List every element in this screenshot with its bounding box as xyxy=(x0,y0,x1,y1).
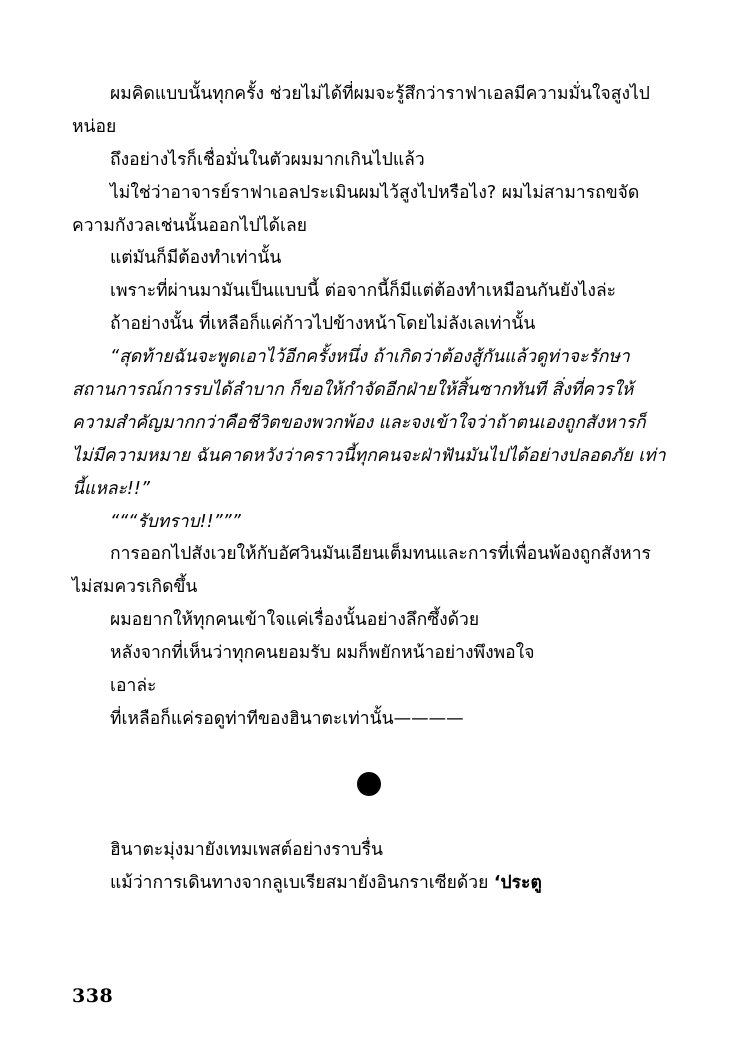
paragraph: ผมคิดแบบนั้นทุกครั้ง ช่วยไม่ได้ที่ผมจะรู้สึกว่าราฟาเอลมีความมั่นใจสูงไปหน่อย xyxy=(72,84,650,137)
paragraph-lead-text: แม้ว่าการเดินทางจากลูเบเรียสมายังอินกราเซียด้วย xyxy=(110,872,494,893)
paragraph: ผมอยากให้ทุกคนเข้าใจแค่เรื่องนั้นอย่างลึกซึ้งด้วย xyxy=(110,610,480,631)
paragraph: เอาล่ะ xyxy=(110,676,157,697)
after-break-block xyxy=(72,834,666,900)
paragraph: การออกไปสังเวยให้กับอัศวินมันเอียนเต็มทนและการที่เพื่อนพ้องถูกสังหารไม่สมควรเกิดขึ้น xyxy=(72,544,651,598)
filled-circle-divider-icon xyxy=(357,772,381,796)
paragraph-with-bold xyxy=(72,867,666,900)
body-text-block xyxy=(72,78,666,900)
page-number: 338 xyxy=(72,985,114,1007)
scene-break xyxy=(72,736,666,832)
paragraph: ถึงอย่างไรก็เชื่อมั่นในตัวผมมากเกินไปแล้ว xyxy=(110,149,425,170)
paragraph: หลังจากที่เห็นว่าทุกคนยอมรับ ผมก็พยักหน้าอย่างพึงพอใจ xyxy=(110,643,535,664)
quoted-speech-paragraph: “สุดท้ายฉันจะพูดเอาไว้อีกครั้งหนึ่ง ถ้าเกิดว่าต้องสู้กันแล้วดูท่าจะรักษาสถานการณ์การรบได้ลำบาก ก็ขอให้กำจัดอีกฝ่ายให้สิ้นซากทันที สิ่งที่ควรให้ความสำคัญมากกว่าคือชีวิตของพวกพ้อง และจงเข้าใจว่าถ้าตนเองถูกสังหารก็ไม่มีความหมาย ฉันคาดหวังว่าคราวนี้ทุกคนจะฝ่าฟันมันไปได้อย่างปลอดภัย เท่านี้แหละ!!” xyxy=(72,347,666,499)
paragraph: ถ้าอย่างนั้น ที่เหลือก็แค่ก้าวไปข้างหน้าโดยไม่ลังเลเท่านั้น xyxy=(110,314,536,335)
quoted-reply-paragraph: “““รับทราบ!!””” xyxy=(110,511,241,532)
paragraph-bold-term: ‘ประตู xyxy=(493,872,542,893)
paragraph: ไม่ใช่ว่าอาจารย์ราฟาเอลประเมินผมไว้สูงไปหรือไง? ผมไม่สามารถขจัดความกังวลเช่นนั้นออกไปได้เลย xyxy=(72,182,640,236)
paragraph: ฮินาตะมุ่งมายังเทมเพสต์อย่างราบรื่น xyxy=(110,839,383,860)
paragraph: แต่มันก็มีต้องทำเท่านั้น xyxy=(110,248,282,269)
paragraph: เพราะที่ผ่านมามันเป็นแบบนี้ ต่อจากนี้ก็มีแต่ต้องทำเหมือนกันยังไงล่ะ xyxy=(110,281,617,302)
paragraph: ที่เหลือก็แค่รอดูท่าทีของฮินาตะเท่านั้น———— xyxy=(110,708,464,729)
